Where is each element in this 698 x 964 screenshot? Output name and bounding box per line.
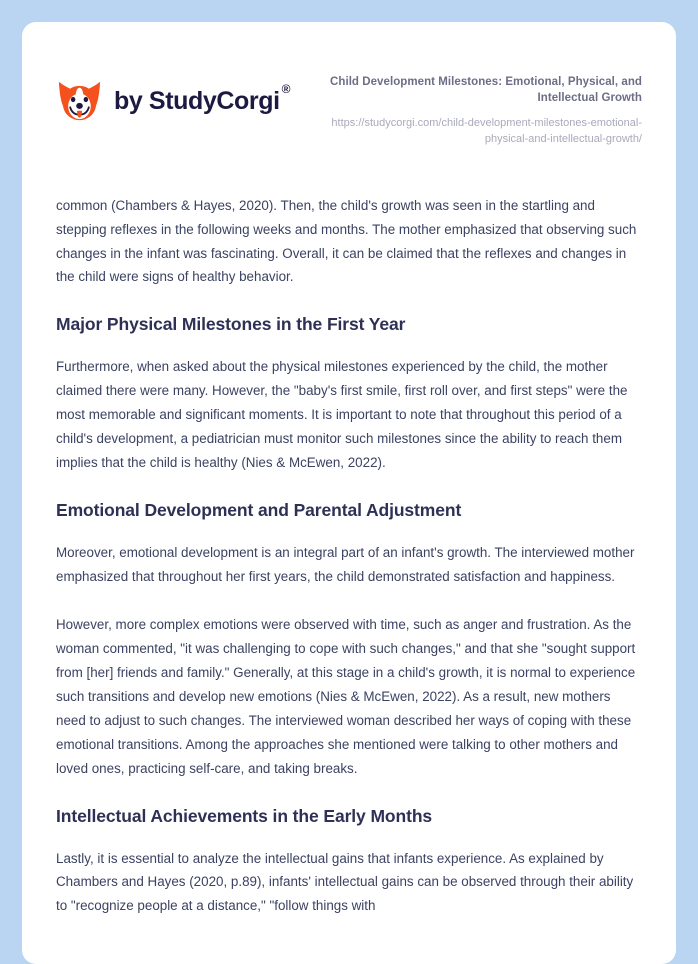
brand-wordmark	[114, 81, 291, 115]
body-paragraph: Moreover, emotional development is an integral part of an infant's growth. The interviewed mother emphasized that throughout her first years, the child demonstrated satisfaction and happiness.	[56, 544, 635, 584]
section-heading: Major Physical Milestones in the First Year	[56, 314, 406, 335]
document-paper	[22, 22, 676, 964]
document-header	[22, 22, 676, 148]
body-paragraph: common (Chambers & Hayes, 2020). Then, the child's growth was seen in the startling and stepping reflexes in the following weeks and months. The mother emphasized that observing such changes in the infant was fascinating. Overall, it can be claimed that the reflexes and changes in the child were signs of healthy behavior.	[56, 197, 637, 285]
body-paragraph: However, more complex emotions were observed with time, such as anger and frustration. As the woman commented, "it was challenging to cope with such changes," and that she "sought support from [her] friends and family." Generally, at this stage in a child's growth, it is normal to experience such transitions and develop new emotions (Nies & McEwen, 2022). As a result, new mothers need to adjust to such changes. The interviewed woman described her ways of coping with these emotional transitions. Among the approaches she mentioned were talking to other mothers and loved ones, practicing self-care, and taking breaks.	[56, 616, 636, 776]
body-paragraph: Furthermore, when asked about the physical milestones experienced by the child, the mother claimed there were many. However, the "baby's first smile, first roll over, and first steps" were the most memorable and significant moments. It is important to note that throughout this period of a child's development, a pediatrician must monitor such milestones since the ability to reach them implies that the child is healthy (Nies & McEwen, 2022).	[56, 359, 628, 471]
corgi-logo-icon	[56, 78, 103, 125]
section-heading: Emotional Development and Parental Adjustment	[56, 500, 462, 521]
brand-logo[interactable]	[56, 70, 291, 125]
body-paragraph: Lastly, it is essential to analyze the intellectual gains that infants experience. As explained by Chambers and Hayes (2020, p.89), infants' intellectual gains can be observed through their ability to "recognize people at a distance," "follow things with	[56, 850, 634, 914]
document-content	[22, 194, 676, 919]
section-heading: Intellectual Achievements in the Early Months	[56, 805, 433, 826]
brand-wordmark-text: by StudyCorgi	[114, 87, 280, 115]
header-meta	[292, 70, 642, 148]
document-title: Child Development Milestones: Emotional, Physical, and Intellectual Growth	[330, 76, 642, 105]
registered-trademark-icon: ®	[281, 81, 291, 96]
document-source-url[interactable]: https://studycorgi.com/child-development-milestones-emotional-physical-and-intellectual-growth/	[331, 116, 642, 145]
